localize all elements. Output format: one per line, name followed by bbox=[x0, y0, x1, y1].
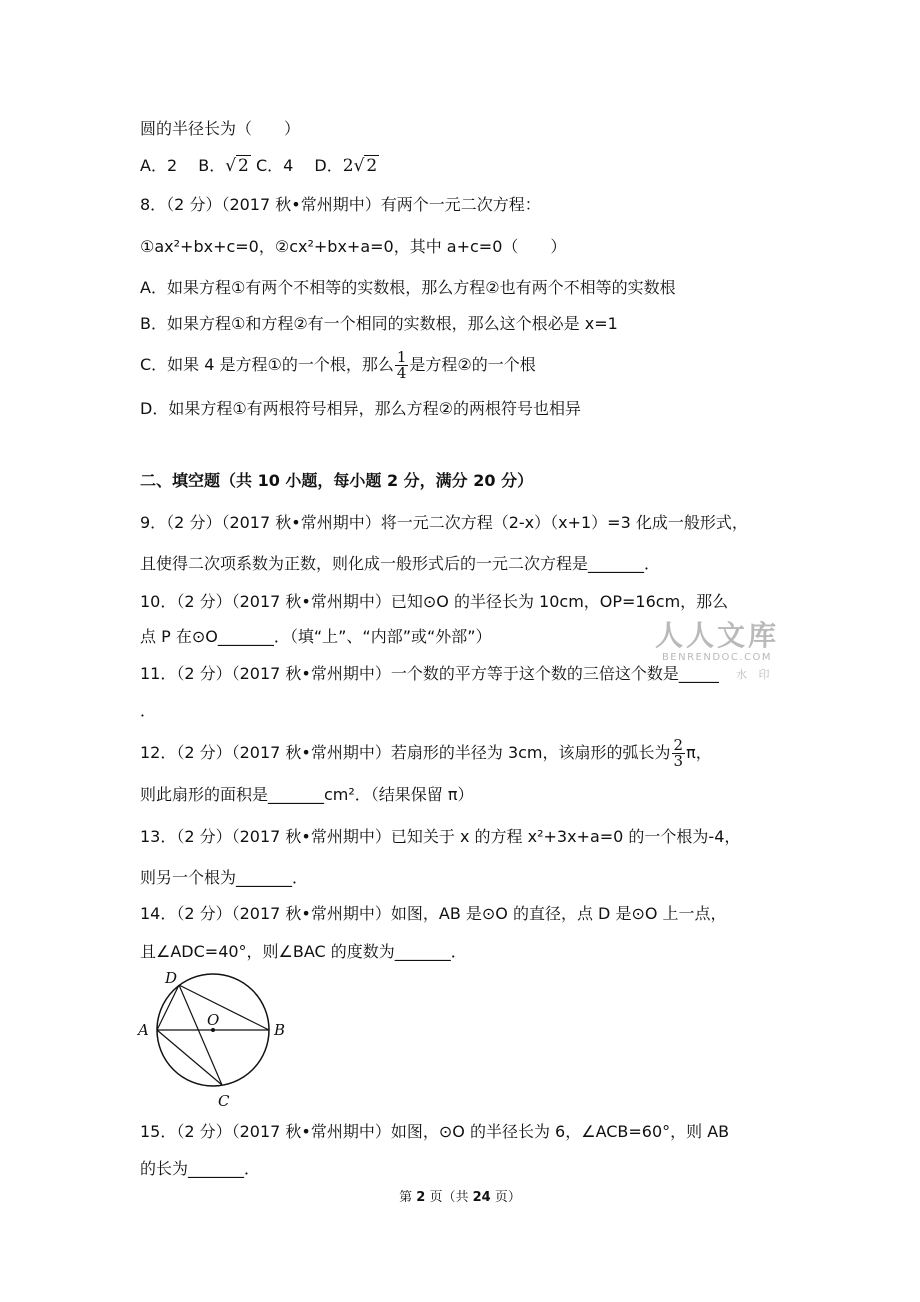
fraction-two-thirds: $\frac{2}{3}$ bbox=[673, 736, 684, 770]
question-9-cont: 且使得二次项系数为正数，则化成一般形式后的一元二次方程是_______． bbox=[140, 554, 661, 573]
footer-pre: 第 bbox=[399, 1190, 417, 1205]
footer-post: 页） bbox=[490, 1190, 521, 1205]
question-14: 14．（2 分）（2017 秋•常州期中）如图，AB 是⊙O 的直径，点 D 是⊙O 上一点， bbox=[140, 904, 727, 923]
question-10-cont: 点 P 在⊙O_______．（填“上”、“内部”或“外部”） bbox=[140, 627, 492, 646]
watermark-mark: 水 印 bbox=[736, 668, 774, 681]
footer-mid: 页（共 bbox=[425, 1190, 473, 1205]
question-15: 15．（2 分）（2017 秋•常州期中）如图，⊙O 的半径长为 6，∠ACB=60°，则 AB bbox=[140, 1122, 730, 1141]
chord-ac bbox=[157, 1030, 222, 1085]
question-10: 10．（2 分）（2017 秋•常州期中）已知⊙O 的半径长为 10cm，OP=16cm，那么 bbox=[140, 592, 729, 611]
question-8-option-b: B．如果方程①和方程②有一个相同的实数根，那么这个根必是 x=1 bbox=[140, 314, 618, 333]
question-13: 13．（2 分）（2017 秋•常州期中）已知关于 x 的方程 x²+3x+a=0 的一个根为-4， bbox=[140, 827, 741, 846]
question-11-cont: ． bbox=[140, 701, 157, 720]
question-8-option-a: A．如果方程①有两个不相等的实数根，那么方程②也有两个不相等的实数根 bbox=[140, 278, 676, 297]
chord-dc bbox=[179, 985, 222, 1085]
options-a-b: A．2 B． bbox=[140, 156, 226, 175]
question-8-equations: ①ax²+bx+c=0，②cx²+bx+a=0，其中 a+c=0（ ） bbox=[140, 237, 567, 256]
chord-db bbox=[179, 985, 269, 1030]
question-8-header: 8．（2 分）（2017 秋•常州期中）有两个一元二次方程： bbox=[140, 195, 541, 214]
question-9: 9．（2 分）（2017 秋•常州期中）将一元二次方程（2-x）（x+1）=3 化成一般形式， bbox=[140, 513, 748, 532]
question-12 bbox=[140, 738, 712, 769]
section-2-heading: 二、填空题（共 10 小题，每小题 2 分，满分 20 分） bbox=[140, 471, 534, 490]
footer-page-number: 2 bbox=[416, 1190, 426, 1205]
watermark-domain: BENRENDOC.COM bbox=[661, 652, 773, 663]
question-8-option-c bbox=[140, 350, 536, 381]
label-o: O bbox=[207, 1011, 220, 1029]
question-13-cont: 则另一个根为_______． bbox=[140, 868, 309, 887]
question-14-cont: 且∠ADC=40°，则∠BAC 的度数为_______． bbox=[140, 942, 467, 961]
watermark bbox=[652, 619, 782, 681]
question-7-options bbox=[140, 155, 379, 177]
label-b: B bbox=[274, 1021, 286, 1039]
options-c-d: C．4 D． bbox=[250, 156, 343, 175]
footer-total-pages: 24 bbox=[472, 1190, 491, 1205]
question-12-cont: 则此扇形的面积是_______cm²．（结果保留 π） bbox=[140, 785, 474, 804]
question-12-pi: π， bbox=[686, 743, 712, 762]
watermark-title: 人人文库 bbox=[654, 619, 779, 652]
question-12-text: 12．（2 分）（2017 秋•常州期中）若扇形的半径为 3cm，该扇形的弧长为 bbox=[140, 743, 671, 762]
label-a: A bbox=[138, 1021, 149, 1039]
label-d: D bbox=[165, 969, 178, 987]
fraction-one-quarter: $\frac{1}{4}$ bbox=[396, 348, 407, 382]
question-15-cont: 的长为_______． bbox=[140, 1159, 261, 1178]
two-sqrt-2: 2√ 2 bbox=[342, 156, 378, 176]
question-7-stem-end: 圆的半径长为（ ） bbox=[140, 119, 301, 138]
question-8-option-d: D．如果方程①有两根符号相异，那么方程②的两根符号也相异 bbox=[140, 399, 582, 418]
chord-ad bbox=[157, 985, 179, 1030]
option-c-text: C．如果 4 是方程①的一个根，那么 bbox=[140, 355, 394, 374]
option-c-text-end: 是方程②的一个根 bbox=[409, 355, 536, 374]
circle-figure bbox=[136, 966, 296, 1112]
question-11: 11．（2 分）（2017 秋•常州期中）一个数的平方等于这个数的三倍这个数是_____ bbox=[140, 664, 719, 683]
sqrt-2: √ 2 bbox=[225, 156, 249, 176]
label-c: C bbox=[218, 1092, 230, 1110]
page-footer bbox=[0, 1186, 920, 1205]
